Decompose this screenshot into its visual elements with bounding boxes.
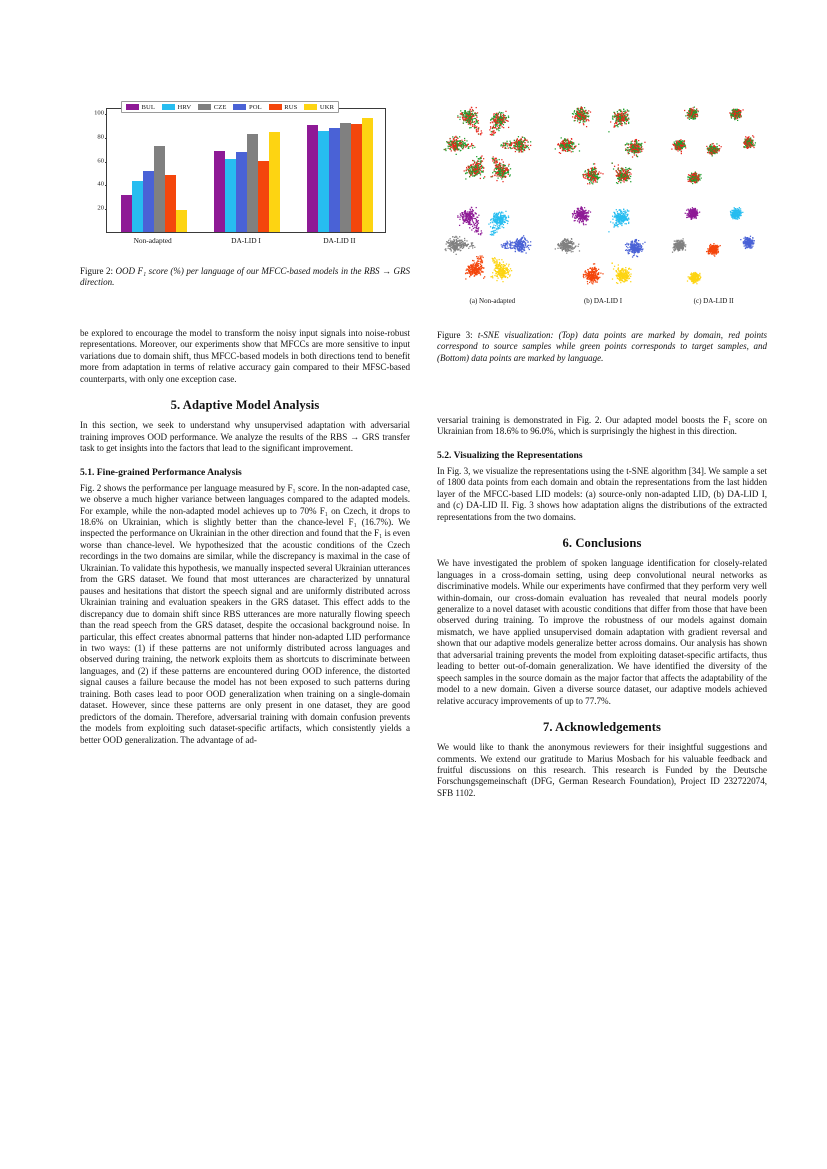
legend-label: CZE	[213, 103, 227, 111]
subsection-5-1-paragraph: Fig. 2 shows the performance per language measured by F₁ score. In the non-adapted case, we observe a much higher variance between languages compared to the adapted models. For example, while the non-adapted model achieves up to 70% F₁ on Czech, it drops to 18.6% on Ukrainian, which is slightly better than the chance-level F₁ (16.7%). We inspected the performance on Ukrainian in the other direction and found that the F₁ is even worse than chance-level. We hypothesized that the acoustic conditions of the Czech recordings in the two domains are similar, while the discrepancy is maximal in the case of Ukrainian. To validate this hypothesis, we manually inspected several Ukrainian utterances from the GRS dataset. We found that most utterances are characterized by unnatural pauses and hesitations that distort the speech signal and are uniformly distributed across Ukrainian training and evaluation speakers in the GRS dataset. This effect adds to the discrepancy due to domain shift since RBS utterances are more naturally flowing speech than the read speech from the GRS dataset, despite the occasional background noise. In particular, this effect creates abnormal patterns that hinder non-adapted LID performance in two ways: (1) if these patterns are not uniformly distributed across languages and observed during training, the network exploits them as shortcuts to discriminate between languages, and (2) if these patterns are encountered during OOD inference, the distorted signal causes a failure because the model has not been exposed to such patterns during training. Both cases lead to poor OOD generalization when training on a single-domain dataset. However, since these patterns are only present in one dataset, they are good predictors of the domain. Therefore, adversarial training with domain confusion prevents the models from exploiting such dataset-specific artifacts, which consistently yields a better OOD generalization. The advantage of ad-	[80, 482, 410, 745]
subsection-heading-5-2: 5.2. Visualizing the Representations	[437, 449, 583, 461]
bar-rus	[351, 124, 362, 232]
bar-hrv	[318, 131, 329, 232]
subsection-5-2-paragraph: In Fig. 3, we visualize the representations using the t-SNE algorithm [34]. We sample a set of 1800 data points from each domain and obtain the representations from the last hidden layer of the MFCC-based LID models: (a) source-only non-adapted LID, (b) DA-LID I, and (c) DA-LID II. Fig. 3 shows how adaptation aligns the distributions of the extracted representations from the two domains.	[437, 465, 767, 522]
section-heading-5: 5. Adaptive Model Analysis	[170, 398, 320, 413]
tsne-scatter-by-domain	[663, 100, 767, 194]
figure-2-caption-lead: Figure 2:	[80, 266, 114, 276]
y-axis-tick-label: 80	[97, 133, 104, 141]
tsne-scatter-by-domain	[437, 100, 541, 194]
subsection-heading-5-1: 5.1. Fine-grained Performance Analysis	[80, 466, 242, 478]
tsne-scatter-by-language	[663, 200, 767, 294]
legend-swatch-icon	[126, 104, 139, 110]
tsne-panel-grid	[437, 100, 769, 295]
legend-swatch-icon	[304, 104, 317, 110]
tsne-scatter-by-domain	[550, 100, 654, 194]
chart-plot-area	[94, 108, 386, 233]
figure-2-caption	[80, 266, 410, 289]
x-axis-tick-labels	[106, 236, 386, 245]
figure-3-tsne	[437, 100, 769, 315]
y-axis-tick-label: 100	[94, 109, 104, 117]
section-7-paragraph: We would like to thank the anonymous reviewers for their insightful suggestions and comments. We extend our gratitude to Marius Mosbach for his valuable feedback and fruitful discussions on this research. This research is Funded by the Deutsche Forschungsgemeinschaft (DFG, German Research Foundation), Project ID 232722074, SFB 1102.	[437, 742, 767, 798]
bar-cze	[340, 123, 351, 232]
bar-group	[293, 108, 386, 232]
legend-swatch-icon	[233, 104, 246, 110]
legend-swatch-icon	[198, 104, 211, 110]
legend-label: POL	[248, 103, 262, 111]
tsne-panel-caption: (a) Non-adapted	[469, 297, 516, 305]
legend-item-cze	[198, 104, 226, 111]
legend-item-pol	[233, 104, 261, 111]
y-axis-tick-mark	[105, 185, 108, 186]
legend-item-rus	[269, 104, 298, 111]
bar-hrv	[225, 159, 236, 232]
tsne-panel-captions	[437, 297, 769, 305]
x-axis-tick-label: DA-LID I	[231, 236, 261, 245]
bar-pol	[329, 128, 340, 232]
bar-bul	[307, 125, 318, 232]
bar-pol	[236, 152, 247, 232]
figure-3-caption-text: t-SNE visualization: (Top) data points are marked by domain, red points correspond to source samples while green points corresponds to target samples, and (Bottom) data points are marked by language.	[437, 330, 768, 363]
section-heading-6: 6. Conclusions	[562, 536, 642, 551]
bar-group	[107, 108, 200, 232]
section-6-paragraph: We have investigated the problem of spoken language identification for closely-related languages in a cross-domain setting, using deep convolutional neural networks as discriminative models. While our experiments have confirmed that they perform very well within-domain, our cross-domain evaluation has revealed that neural models poorly generalize to a novel dataset with acoustic conditions that differ from those that have been observed during training. To improve the robustness of our models against domain mismatch, we have applied unsupervised domain adaptation with gradient reversal and shown that our adaptive models generalize better across domains. Our analysis has shown that adversarial training prevents the model from exploiting dataset-specific artifacts, thus leading to better out-of-domain generalization. We have identified the diversity of the speech samples in the source domain as the major factor that affects the adaptability of the model to a new domain. Given a diverse source dataset, our adaptive models achieved relative accuracy improvements of up to 77.7%.	[437, 558, 767, 706]
tsne-scatter-by-language	[437, 200, 541, 294]
legend-label: BUL	[141, 103, 155, 111]
bar-ukr	[362, 118, 373, 232]
chart-legend	[121, 101, 339, 113]
paragraph-continued-right: versarial training is demonstrated in Fig. 2. Our adapted model boosts the F₁ score on Ukrainian from 18.6% to 96.0%, which is surprisingly the highest in this direction.	[437, 415, 767, 437]
bar-ukr	[176, 210, 187, 232]
bar-cze	[247, 134, 258, 232]
legend-swatch-icon	[269, 104, 282, 110]
bar-hrv	[132, 181, 143, 232]
bar-rus	[258, 161, 269, 232]
right-column	[437, 415, 767, 799]
figure-2-bar-chart	[80, 100, 412, 260]
tsne-panel-caption: (c) DA-LID II	[693, 297, 734, 305]
y-axis-tick-mark	[105, 209, 108, 210]
legend-label: RUS	[284, 103, 298, 111]
figure-2-caption-text: OOD F₁ score (%) per language of our MFCC-based models in the RBS → GRS direction.	[80, 266, 410, 288]
x-axis-tick-label: Non-adapted	[133, 236, 172, 245]
y-axis-tick-mark	[105, 162, 108, 163]
figure-3-caption-lead: Figure 3:	[437, 330, 473, 340]
left-column	[80, 328, 410, 746]
legend-label: HRV	[177, 103, 192, 111]
y-axis-tick-label: 20	[97, 204, 104, 212]
legend-swatch-icon	[162, 104, 175, 110]
legend-item-ukr	[304, 104, 334, 111]
bar-group	[200, 108, 293, 232]
section-heading-7: 7. Acknowledgements	[542, 720, 662, 735]
legend-label: UKR	[319, 103, 335, 111]
legend-item-hrv	[162, 104, 191, 111]
tsne-scatter-by-language	[550, 200, 654, 294]
y-axis-tick-mark	[105, 114, 108, 115]
y-axis-tick-label: 40	[97, 181, 104, 189]
bar-bul	[214, 151, 225, 232]
tsne-panel-caption: (b) DA-LID I	[583, 297, 623, 305]
bar-rus	[165, 175, 176, 233]
figure-3-caption	[437, 330, 767, 364]
bar-cze	[154, 146, 165, 232]
section-5-paragraph: In this section, we seek to understand why unsupervised adaptation with adversarial training improves OOD performance. We analyze the results of the RBS → GRS transfer task to get insights into the factors that lead to the significant improvement.	[80, 420, 410, 454]
x-axis-tick-label: DA-LID II	[323, 236, 356, 245]
y-axis-tick-mark	[105, 138, 108, 139]
bar-groups	[107, 108, 386, 232]
y-axis-tick-label: 60	[97, 157, 104, 165]
bar-pol	[143, 171, 154, 232]
bar-ukr	[269, 132, 280, 232]
legend-item-bul	[126, 104, 155, 111]
paragraph-continued: be explored to encourage the model to transform the noisy input signals into noise-robust representations. Moreover, our experiments show that MFCCs are more sensitive to input variations due to domain shift, thus MFCC-based models in both directions tend to benefit more from adaptation in terms of relative accuracy gain compared to their MFSC-based counterparts, with only one exception case.	[80, 328, 410, 384]
bar-bul	[121, 195, 132, 232]
